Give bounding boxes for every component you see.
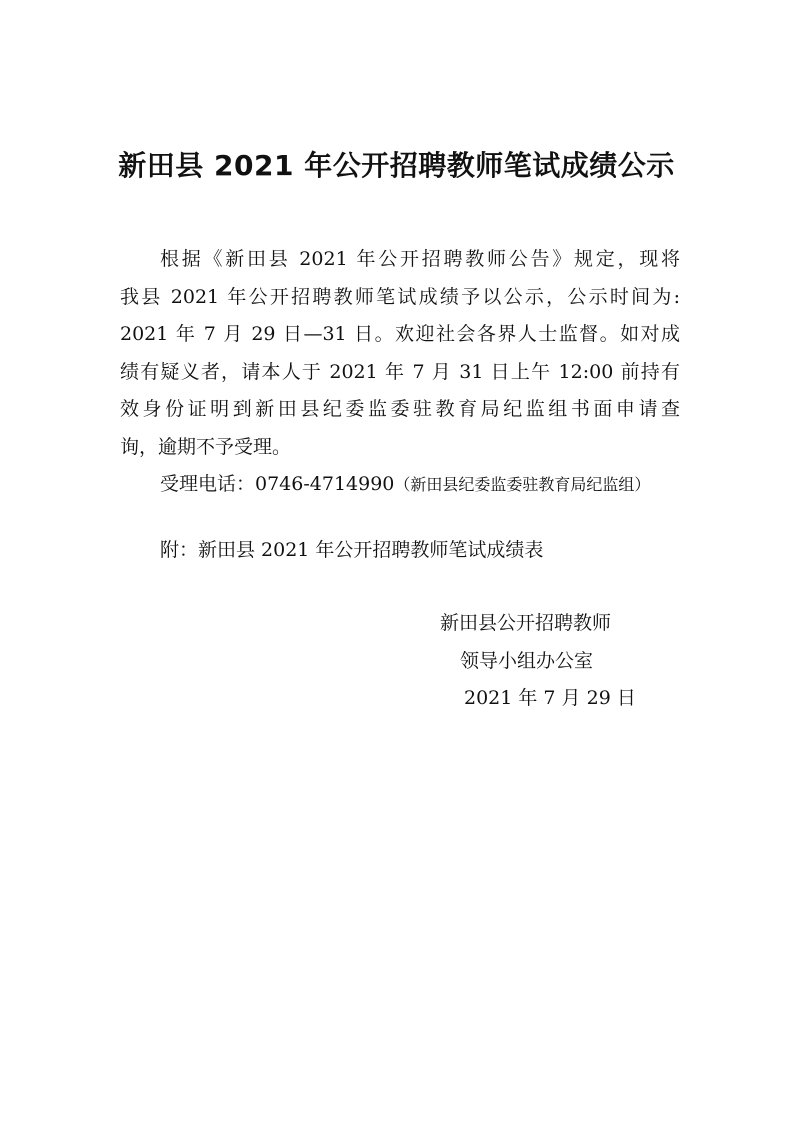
signature-organization: 新田县公开招聘教师 xyxy=(440,612,612,634)
signature-office: 领导小组办公室 xyxy=(460,649,594,672)
phone-note: （新田县纪委监委驻教育局纪监组） xyxy=(394,475,651,494)
paragraph-line-3: 2021 年 7 月 29 日—31 日。欢迎社会各界人士监督。如对成 xyxy=(120,323,680,345)
signature-date: 2021 年 7 月 29 日 xyxy=(464,687,636,709)
attachment-line: 附：新田县 2021 年公开招聘教师笔试成绩表 xyxy=(160,539,544,561)
paragraph-line-5: 效身份证明到新田县纪委监委驻教育局纪监组书面申请查 xyxy=(120,398,680,420)
phone-line xyxy=(120,466,680,504)
paragraph-line-4: 绩有疑义者，请本人于 2021 年 7 月 31 日上午 12:00 前持有 xyxy=(120,360,680,383)
phone-label: 受理电话：0746-4714990 xyxy=(160,473,395,495)
paragraph-line-1: 根据《新田县 2021 年公开招聘教师公告》规定，现将 xyxy=(160,248,680,270)
paragraph-line-2: 我县 2021 年公开招聘教师笔试成绩予以公示，公示时间为: xyxy=(120,285,680,308)
paragraph-line-6: 询，逾期不予受理。 xyxy=(120,435,292,458)
document-title: 新田县 2021 年公开招聘教师笔试成绩公示 xyxy=(118,149,675,182)
document-body xyxy=(120,241,680,504)
signature-block xyxy=(440,605,636,718)
